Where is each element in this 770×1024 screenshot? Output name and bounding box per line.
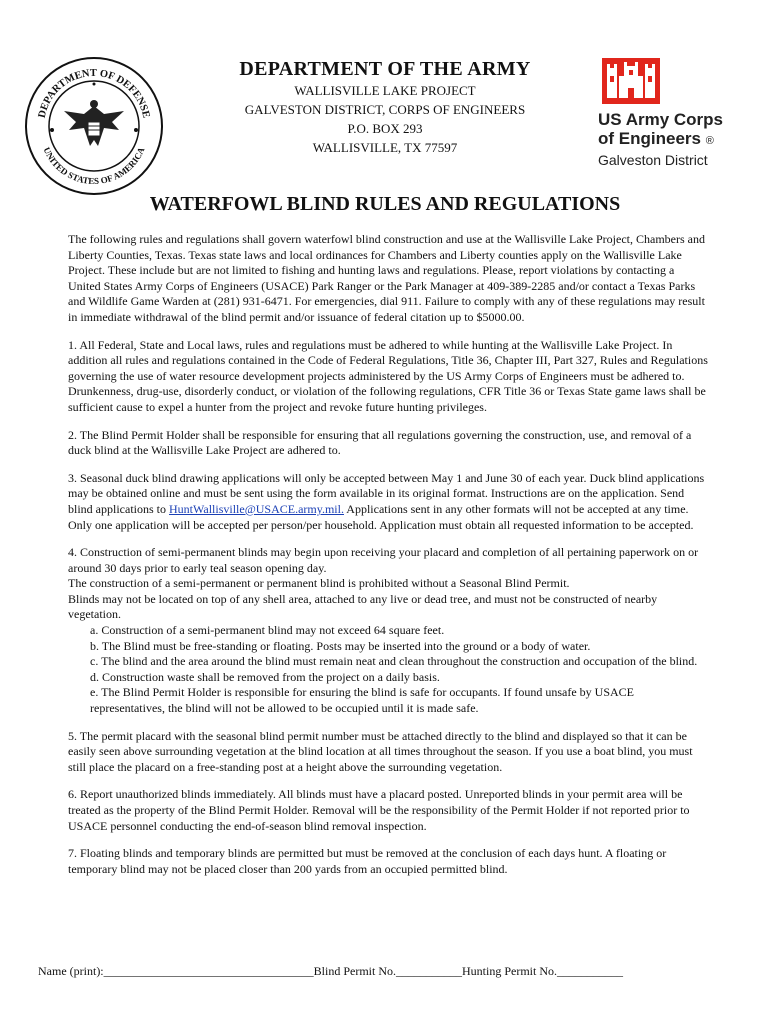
rule-6: 6. Report unauthorized blinds immediately. All blinds must have a placard posted. Unreported blinds in your permit area will be treated as the property of the Blind Permit Holder. Removal will be the responsibility of the Permit Holder if not reported prior to USACE personnel conducting the end-of-season blind removal inspection.: [68, 787, 690, 833]
logo-line1: US Army Corps: [598, 110, 724, 129]
rule-2: 2. The Blind Permit Holder shall be responsible for ensuring that all regulations governing the construction, use, and removal of a duck blind at the Wallisville Lake Project are adhered to.: [68, 427, 692, 458]
castle-icon: [602, 58, 660, 104]
usace-logo: [598, 58, 758, 168]
rule-4-line: 4. Construction of semi-permanent blinds may begin upon receiving your placard and completion of all pertaining paperwork on or around 30 days prior to early teal season opening day.: [68, 545, 699, 575]
document-body: [68, 232, 708, 889]
letterhead: [190, 58, 580, 157]
rule-1: 1. All Federal, State and Local laws, rules and regulations must be adhered to while hunting at the Wallisville Lake Project. In addition all rules and regulations contained in the Code of Federal Regulations, Title 36, Chapter III, Part 327, Rules and Regulations governing the use of water resource development projects administered by the US Army Corps of Engineers must be adhered to. Drunkenness, drug-use, disorderly conduct, or violation of the following regulations, CFR Title 36 or Texas State game laws shall be sufficient cause to expel a hunter from the project and revoke future hunting privileges.: [68, 337, 708, 414]
address-line: WALLISVILLE, TX 77597: [312, 140, 458, 155]
rule-4-sub-item: e. The Blind Permit Holder is responsible for ensuring the blind is safe for occupants. If found unsafe by USACE representatives, the blind will not be allowed to be occupied until it is made safe.: [90, 685, 635, 716]
rule-4-sub-item: d. Construction waste shall be removed from the project on a daily basis.: [90, 669, 440, 684]
logo-line2: of Engineers: [598, 129, 701, 148]
department-title: DEPARTMENT OF THE ARMY: [239, 58, 531, 80]
blind-permit-field[interactable]: ___________: [396, 964, 462, 978]
logo-district: Galveston District: [598, 152, 708, 168]
registered-mark: ®: [705, 135, 714, 147]
name-field[interactable]: ___________________________________: [103, 964, 314, 978]
intro-paragraph: The following rules and regulations shall govern waterfowl blind construction and use at the Wallisville Lake Project, Chambers and Liberty Counties, Texas. Texas state laws and local ordinances for Chambers and Liberty counties apply on the Wallisville Lake Project. These include but are not limited to fishing and hunting laws and regulations. Please, report violations by contacting a United States Army Corps of Engineers (USACE) Park Ranger or the Park Manager at 409-389-2285 and/or contact a Texas Parks and Wildlife Game Warden at (281) 931-6471. For emergencies, dial 911. Failure to comply with any of these regulations may result in immediate withdrawal of the blind permit and/or issuance of federal citation up to $5000.00.: [68, 232, 705, 324]
address-line: GALVESTON DISTRICT, CORPS OF ENGINEERS: [244, 102, 526, 117]
rule-4-line: The construction of a semi-permanent or permanent blind is prohibited without a Seasonal Blind Permit.: [68, 576, 570, 591]
dod-seal: [24, 56, 164, 196]
hunting-permit-label: Hunting Permit No.: [462, 964, 557, 978]
rule-4-sub-item: b. The Blind must be free-standing or floating. Posts may be inserted into the ground or a body of water.: [90, 638, 591, 653]
rule-4-line: Blinds may not be located on top of any shell area, attached to any live or dead tree, and must not be constructed of nearby vegetation.: [68, 591, 658, 622]
signature-fields: [38, 964, 738, 979]
seal-bottom-text: UNITED STATES OF AMERICA: [41, 145, 147, 187]
hunting-permit-field[interactable]: ___________: [557, 964, 623, 978]
rule-4-sub-item: a. Construction of a semi-permanent blind may not exceed 64 square feet.: [90, 623, 445, 638]
address-line: P.O. BOX 293: [347, 121, 423, 136]
rule-3: [68, 471, 708, 533]
seal-top-text: DEPARTMENT OF DEFENSE: [36, 67, 152, 120]
rule-7: 7. Floating blinds and temporary blinds are permitted but must be removed at the conclusion of each days hunt. A floating or temporary blind may not be placed closer than 200 yards from an occupied permitted blind.: [68, 846, 667, 876]
eagle-icon: [64, 100, 124, 146]
page-title: WATERFOWL BLIND RULES AND REGULATIONS: [149, 193, 621, 215]
rule-4: [68, 545, 708, 717]
rule-4-sub-item: c. The blind and the area around the blind must remain neat and clean throughout the construction and occupation of the blind.: [90, 654, 698, 669]
name-label: Name (print):: [38, 964, 104, 978]
rule-3-text-cont: Applications sent in any other formats will not be accepted at any time. Only one application will be accepted per person/per household. Application must obtain all requested information to be accepted.: [68, 501, 694, 532]
email-link[interactable]: HuntWallisville@USACE.army.mil.: [169, 501, 344, 516]
address-line: WALLISVILLE LAKE PROJECT: [294, 83, 476, 98]
blind-permit-label: Blind Permit No.: [313, 964, 396, 978]
rule-3-text: 3. Seasonal duck blind drawing applications will only be accepted between May 1 and June 30 of each year. Duck blind applications may be obtained online and must be sent using the form available in its original format. Instructions are on the application. Send blind applications to: [68, 470, 705, 516]
rule-5: 5. The permit placard with the seasonal blind permit number must be attached directly to the blind and displayed so that it can be easily seen above surrounding vegetation at the blind location at all times throughout the season. If you use a boat blind, you must still place the placard on a free-standing post at a height above the surrounding vegetation.: [68, 728, 693, 774]
